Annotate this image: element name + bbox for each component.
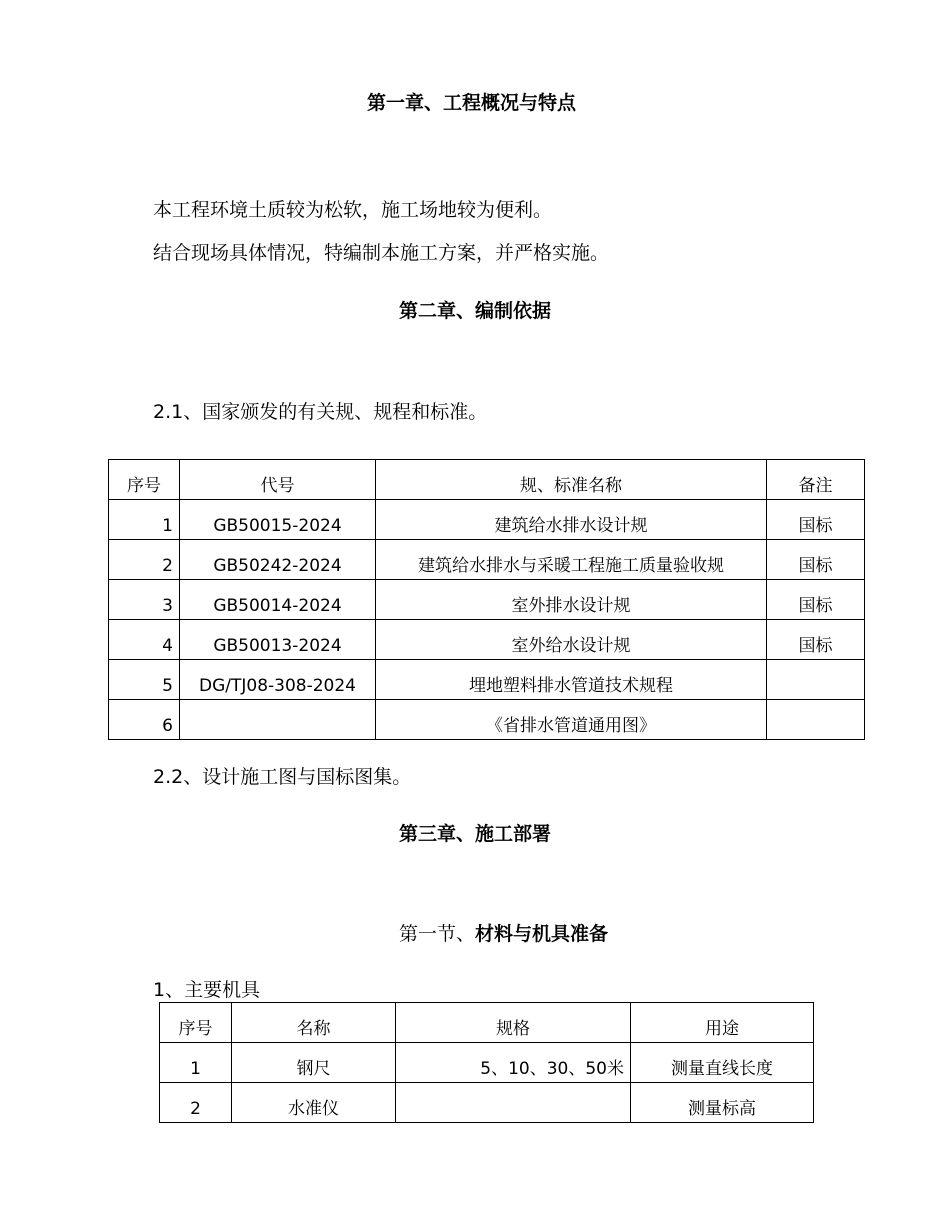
cell-index: 1 [109, 500, 180, 540]
cell-index: 6 [109, 700, 180, 740]
cell-note: 国标 [767, 540, 865, 580]
section-2-2-heading: 2.2、设计施工图与国标图集。 [153, 766, 412, 788]
cell-use: 测量标高 [631, 1083, 814, 1123]
cell-code: GB50015-2024 [180, 500, 376, 540]
cell-name: 《省排水管道通用图》 [376, 700, 767, 740]
cell-index: 2 [160, 1083, 232, 1123]
chapter-2-title: 第二章、编制依据 [399, 300, 552, 322]
subsection-name: 材料与机具准备 [475, 923, 609, 945]
header-cell: 规、标准名称 [376, 460, 767, 500]
header-cell: 序号 [109, 460, 180, 500]
table-row [160, 1043, 814, 1083]
cell-tool-name: 水准仪 [232, 1083, 396, 1123]
cell-spec [396, 1083, 631, 1123]
standards-table [108, 459, 865, 740]
cell-index: 4 [109, 620, 180, 660]
cell-name: 室外排水设计规 [376, 580, 767, 620]
tools-table [159, 1002, 814, 1123]
cell-note: 国标 [767, 500, 865, 540]
table-row [109, 580, 865, 620]
header-cell: 规格 [396, 1003, 631, 1043]
header-cell: 序号 [160, 1003, 232, 1043]
cell-code: GB50242-2024 [180, 540, 376, 580]
cell-code [180, 700, 376, 740]
cell-name: 建筑给水排水设计规 [376, 500, 767, 540]
cell-use: 测量直线长度 [631, 1043, 814, 1083]
cell-note [767, 700, 865, 740]
paragraph-2: 结合现场具体情况，特编制本施工方案，并严格实施。 [153, 242, 610, 264]
subsection-prefix: 第一节、 [399, 923, 476, 945]
chapter-3-title: 第三章、施工部署 [399, 823, 552, 845]
cell-index: 5 [109, 660, 180, 700]
table-row [109, 540, 865, 580]
table-header-row [109, 460, 865, 500]
cell-note [767, 660, 865, 700]
cell-note: 国标 [767, 620, 865, 660]
cell-name: 埋地塑料排水管道技术规程 [376, 660, 767, 700]
cell-note: 国标 [767, 580, 865, 620]
section-2-1-heading: 2.1、国家颁发的有关规、规程和标准。 [153, 401, 488, 423]
cell-code: GB50014-2024 [180, 580, 376, 620]
header-cell: 名称 [232, 1003, 396, 1043]
header-cell: 备注 [767, 460, 865, 500]
cell-spec: 5、10、30、50米 [396, 1043, 631, 1083]
table-header-row [160, 1003, 814, 1043]
table-row [109, 660, 865, 700]
table-row [160, 1083, 814, 1123]
cell-index: 2 [109, 540, 180, 580]
chapter-1-title: 第一章、工程概况与特点 [367, 92, 577, 114]
cell-code: DG/TJ08-308-2024 [180, 660, 376, 700]
header-cell: 用途 [631, 1003, 814, 1043]
subsection-title [399, 919, 608, 946]
cell-index: 3 [109, 580, 180, 620]
cell-index: 1 [160, 1043, 232, 1083]
cell-name: 室外给水设计规 [376, 620, 767, 660]
table-row [109, 620, 865, 660]
paragraph-1: 本工程环境土质较为松软，施工场地较为便利。 [153, 199, 553, 221]
table-row [109, 700, 865, 740]
header-cell: 代号 [180, 460, 376, 500]
cell-code: GB50013-2024 [180, 620, 376, 660]
cell-tool-name: 钢尺 [232, 1043, 396, 1083]
item-1-heading: 1、主要机具 [153, 979, 261, 1001]
table-row [109, 500, 865, 540]
cell-name: 建筑给水排水与采暖工程施工质量验收规 [376, 540, 767, 580]
